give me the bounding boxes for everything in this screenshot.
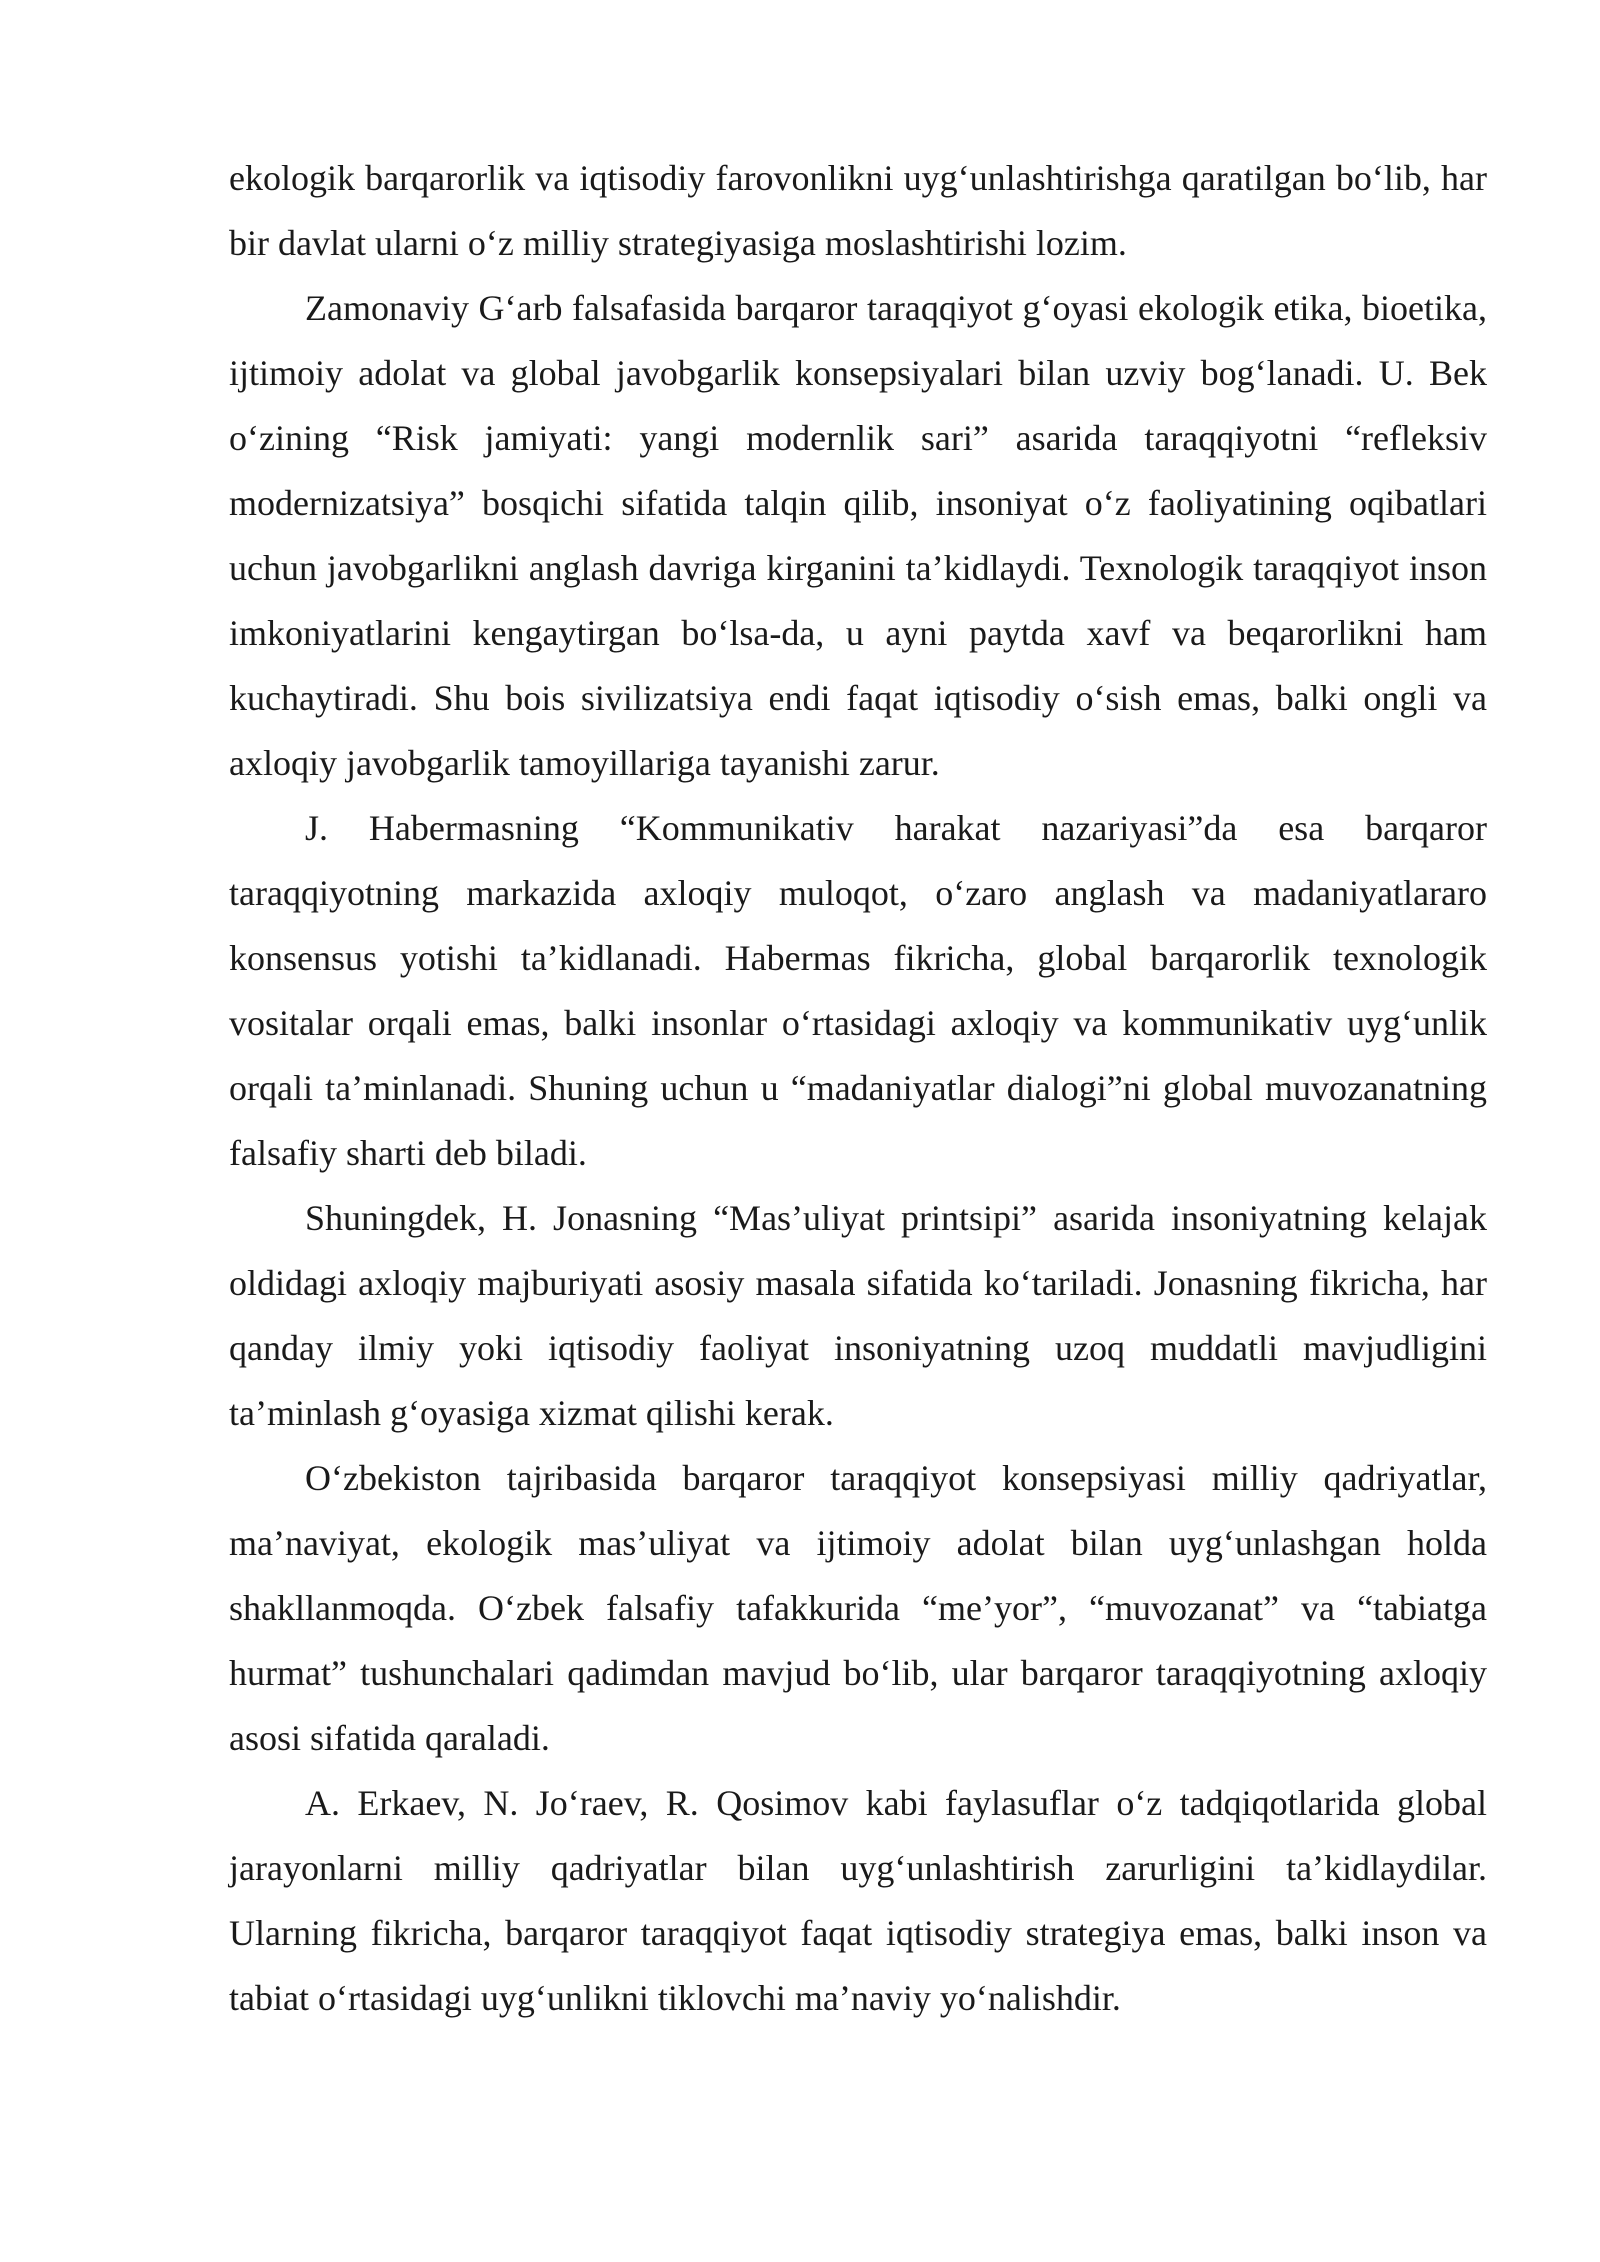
paragraph-4: Shuningdek, H. Jonasning “Mas’uliyat printsipi” asarida insoniyatning kelajak oldidagi axloqiy majburiyati asosiy masala sifatida ko‘tariladi. Jonasning fikricha, har qanday ilmiy yoki iqtisodiy faoliyat insoniyatning uzoq muddatli mavjudligini ta’minlash g‘oyasiga xizmat qilishi kerak. [229,1198,1487,1433]
paragraph-1: ekologik barqarorlik va iqtisodiy farovonlikni uyg‘unlashtirishga qaratilgan bo‘lib, har bir davlat ularni o‘z milliy strategiyasiga moslashtirishi lozim. [229,158,1487,263]
paragraph-6: A. Erkaev, N. Jo‘raev, R. Qosimov kabi faylasuflar o‘z tadqiqotlarida global jarayonlarni milliy qadriyatlar bilan uyg‘unlashtirish zarurligini ta’kidlaydilar. Ularning fikricha, barqaror taraqqiyot faqat iqtisodiy strategiya emas, balki inson va tabiat o‘rtasidagi uyg‘unlikni tiklovchi ma’naviy yo‘nalishdir. [229,1783,1487,2018]
paragraph-3: J. Habermasning “Kommunikativ harakat nazariyasi”da esa barqaror taraqqiyotning markazida axloqiy muloqot, o‘zaro anglash va madaniyatlararo konsensus yotishi ta’kidlanadi. Habermas fikricha, global barqarorlik texnologik vositalar orqali emas, balki insonlar o‘rtasidagi axloqiy va kommunikativ uyg‘unlik orqali ta’minlanadi. Shuning uchun u “madaniyatlar dialogi”ni global muvozanatning falsafiy sharti deb biladi. [229,808,1487,1173]
paragraph-2: Zamonaviy G‘arb falsafasida barqaror taraqqiyot g‘oyasi ekologik etika, bioetika, ijtimoiy adolat va global javobgarlik konsepsiyalari bilan uzviy bog‘lanadi. U. Bek o‘zining “Risk jamiyati: yangi modernlik sari” asarida taraqqiyotni “refleksiv modernizatsiya” bosqichi sifatida talqin qilib, insoniyat o‘z faoliyatining oqibatlari uchun javobgarlikni anglash davriga kirganini ta’kidlaydi. Texnologik taraqqiyot inson imkoniyatlarini kengaytirgan bo‘lsa-da, u ayni paytda xavf va beqarorlikni ham kuchaytiradi. Shu bois sivilizatsiya endi faqat iqtisodiy o‘sish emas, balki ongli va axloqiy javobgarlik tamoyillariga tayanishi zarur. [229,288,1487,783]
document-body [229,146,1487,2031]
paragraph-5: O‘zbekiston tajribasida barqaror taraqqiyot konsepsiyasi milliy qadriyatlar, ma’naviyat, ekologik mas’uliyat va ijtimoiy adolat bilan uyg‘unlashgan holda shakllanmoqda. O‘zbek falsafiy tafakkurida “me’yor”, “muvozanat” va “tabiatga hurmat” tushunchalari qadimdan mavjud bo‘lib, ular barqaror taraqqiyotning axloqiy asosi sifatida qaraladi. [229,1458,1487,1758]
